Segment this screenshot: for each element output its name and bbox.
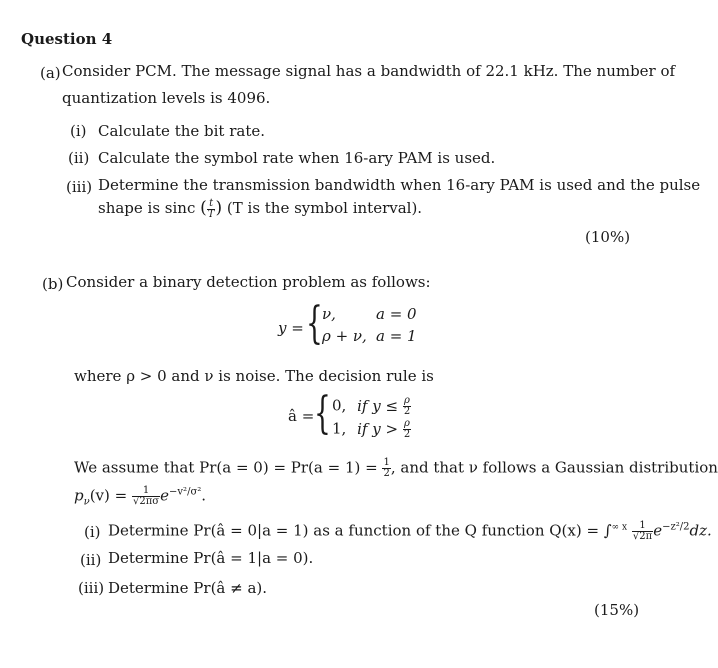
part-a-marks: (10%) (585, 228, 631, 246)
part-b-marks: (15%) (594, 601, 640, 619)
part-a-item-i-text: Calculate the bit rate. (98, 122, 266, 140)
sinc-suffix: (T is the symbol interval). (226, 199, 423, 217)
question-title: Question 4 (21, 30, 113, 48)
eq2-case1-cond: if y ≤ (357, 396, 399, 415)
assume-frac-den: 2 (383, 468, 390, 479)
part-a-item-iii-line1: Determine the transmission bandwidth when 16-ary PAM is used and the pulse (98, 176, 701, 194)
sinc-frac-num: t (207, 199, 216, 210)
pdf-frac (132, 486, 160, 507)
assume-frac-num: 1 (383, 457, 390, 468)
assume-line1 (74, 458, 718, 479)
eq2-case2-cond: if y > (357, 419, 399, 438)
part-b-item-ii-label: (ii) (80, 551, 102, 569)
sinc-frac-den: T (207, 208, 215, 220)
part-b-item-i-label: (i) (84, 523, 101, 541)
eq1-case1-val: ν, (322, 305, 336, 323)
eq2-case2 (332, 419, 411, 440)
eq1-case2-cond: a = 1 (376, 327, 417, 345)
pdf-sub: ν (83, 496, 90, 508)
eq1-lhs: y = (278, 319, 304, 337)
pdf-end: . (201, 486, 207, 505)
eq2-case2-val: 1, (332, 419, 347, 438)
q-exp: −z²/2 (662, 521, 690, 533)
pdf-arg: (v) = (89, 486, 128, 505)
sinc-prefix: shape is sinc (98, 199, 196, 217)
part-b-item-iii-label: (iii) (78, 579, 105, 597)
q-frac (632, 521, 653, 542)
part-b-intro: Consider a binary detection problem as follows: (66, 273, 431, 291)
pdf-exp: −v²/σ² (169, 486, 202, 498)
eq2-case1-frac-num: ρ (404, 395, 410, 406)
eq2-case1-val: 0, (332, 396, 347, 415)
part-a-item-iii-label: (iii) (66, 178, 93, 196)
eq2-case1-frac-den: 2 (403, 406, 411, 417)
part-b-item-iii-text: Determine Pr(â ≠ a). (108, 579, 268, 597)
assume-pre: We assume that Pr(a = 0) = Pr(a = 1) = (74, 458, 378, 477)
eq1-brace: { (306, 298, 323, 349)
q-e: e (653, 521, 663, 540)
part-a-item-i-label: (i) (70, 122, 87, 140)
eq1-case2-val: ρ + ν, (322, 327, 367, 345)
part-b-item-i-main: Determine Pr(â = 0|a = 1) as a function of the Q function Q(x) = ∫ (108, 521, 612, 540)
part-a-item-iii-line2: shape is sinc ( $\frac{t}{T}$ ) (T is the symbol interval). (98, 197, 423, 220)
eq2-lhs: â = (288, 407, 315, 425)
eq1-case1-cond: a = 0 (376, 305, 417, 323)
assume-frac (382, 458, 390, 479)
part-b-label: (b) (42, 275, 64, 293)
eq2-case1 (332, 396, 411, 417)
pdf-lhs: p (74, 486, 84, 505)
assume-post: , and that ν follows a Gaussian distribution (390, 458, 718, 477)
pdf-frac-num: 1 (132, 486, 160, 497)
eq2-case2-frac-den: 2 (403, 429, 411, 440)
q-frac-den: √2π (632, 531, 653, 542)
eq2-case2-frac (403, 419, 411, 440)
pdf-line (74, 486, 206, 508)
part-a-item-ii-label: (ii) (68, 149, 90, 167)
q-int-limits: ∞ x (611, 522, 628, 533)
part-a-label: (a) (40, 64, 61, 82)
pdf-frac-den: √2πσ (133, 496, 160, 507)
part-a-item-ii-text: Calculate the symbol rate when 16-ary PAM is used. (98, 149, 496, 167)
part-a-intro-line1: Consider PCM. The message signal has a bandwidth of 22.1 kHz. The number of (62, 62, 676, 80)
eq2-case2-frac-num: ρ (404, 418, 410, 429)
pdf-e: e (160, 486, 170, 505)
part-b-item-ii-text: Determine Pr(â = 1|a = 0). (108, 549, 314, 567)
part-a-intro-line2: quantization levels is 4096. (62, 89, 271, 107)
part-b-item-i-text (108, 521, 712, 542)
where-text: where ρ > 0 and ν is noise. The decision rule is (74, 367, 434, 385)
eq2-brace: { (314, 388, 331, 439)
q-end: dz. (689, 521, 712, 540)
q-frac-num: 1 (632, 521, 653, 532)
eq2-case1-frac (403, 396, 411, 417)
